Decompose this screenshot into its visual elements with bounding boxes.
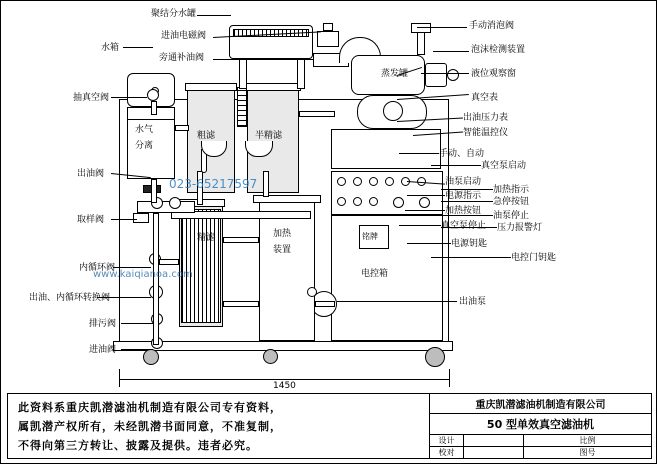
pipe-semifine-down [263, 171, 269, 197]
foam-detector [425, 63, 447, 87]
outlet-valve-manifold [137, 201, 195, 213]
pipe-semifine-to-evap [299, 111, 335, 117]
col-role-values [464, 435, 524, 458]
dim-tick-left [119, 369, 120, 387]
sampling-port[interactable] [133, 213, 149, 223]
callout-label: 手动、自动 [439, 149, 485, 159]
meta-number: 图号 [579, 448, 596, 457]
callout-label: 进油阀 [89, 345, 117, 355]
button-vacuum-stop[interactable] [353, 197, 362, 206]
filter-interconnect-duct [237, 87, 247, 127]
col-meta [524, 435, 651, 458]
callout-label: 蒸发罐 [381, 69, 409, 79]
callout-label: 水气 [135, 125, 154, 135]
leader-water-tank [123, 47, 153, 48]
button-pump-start[interactable] [337, 177, 346, 186]
role-design: 设计 [430, 435, 463, 447]
vacuum-pump-motor [383, 101, 403, 121]
callout-label: 排污阀 [89, 319, 117, 329]
notice-line-2: 属凯潜产权所有，未经凯潜书面同意，不准复制， [18, 419, 282, 433]
callout-label: 真空泵停止 [441, 221, 487, 231]
callout-label: 电控门钥匙 [511, 253, 557, 263]
callout-label: 装置 [273, 245, 292, 255]
indicator-power[interactable] [385, 177, 394, 186]
leader-sampling-valve [111, 219, 137, 220]
leader-manual-auto [399, 153, 439, 154]
callout-label: 精滤 [197, 233, 216, 243]
leader-vacuum-suction [111, 97, 147, 98]
coarse-filter-flange [185, 83, 237, 91]
meta-scale: 比例 [524, 435, 651, 447]
leader-door-key [431, 257, 511, 258]
caster-wheel-mid [263, 349, 278, 364]
callout-label: 分离 [135, 141, 154, 151]
callout-label: 粗滤 [197, 131, 216, 141]
callout-label: 出油泵 [459, 297, 487, 307]
leader-sight-glass [421, 73, 469, 74]
callout-label: 真空泵启动 [481, 161, 527, 171]
callout-label: 聚结分水罐 [151, 9, 197, 19]
drawing-name: 50 型单效真空滤油机 [430, 414, 651, 435]
dim-tick-right [449, 369, 450, 387]
callout-label: 泡沫检测装置 [471, 45, 526, 55]
dimension-line [119, 379, 449, 380]
heater-port [307, 287, 317, 297]
callout-label: 手动消泡阀 [469, 21, 515, 31]
vacuum-suction-valve[interactable] [147, 89, 159, 101]
button-pump-stop[interactable] [337, 197, 346, 206]
role-check-value [464, 447, 523, 458]
sight-glass [447, 69, 459, 81]
pipe-to-fine-filter [159, 259, 179, 265]
separator-line [127, 119, 175, 120]
indicator-pressure-alarm[interactable] [369, 197, 378, 206]
defoam-riser [417, 31, 425, 55]
caster-wheel-left [143, 349, 159, 365]
title-block-info [430, 394, 651, 458]
leader-drain [121, 323, 153, 324]
pipe-vacuum-drop [151, 101, 157, 115]
control-door-key[interactable] [419, 197, 430, 208]
leader-internal-circ [113, 267, 151, 268]
callout-label: 液位观察窗 [471, 69, 517, 79]
nameplate-label: 铭牌 [362, 232, 378, 241]
callout-label: 智能温控仪 [463, 128, 509, 138]
leader-defoam [417, 27, 467, 28]
callout-label: 进油电磁阀 [161, 31, 207, 41]
callout-label: 取样阀 [77, 215, 105, 225]
coalescing-downpipe-right [297, 59, 305, 89]
callout-label: 出油压力表 [463, 113, 509, 123]
control-box-label: 电控箱 [361, 269, 389, 279]
callout-label: 压力报警灯 [497, 223, 543, 233]
leader-vacuum-start [431, 165, 481, 166]
callout-label: 电源钥匙 [451, 239, 488, 249]
callout-label: 水箱 [101, 43, 120, 53]
watermark-text: 023-65217597 [169, 177, 258, 191]
button-heat-on[interactable] [369, 177, 378, 186]
callout-label: 加热 [273, 229, 292, 239]
pipe-outlet-riser [151, 179, 157, 203]
callout-label: 油泵启动 [445, 177, 482, 187]
role-check: 校对 [438, 448, 455, 457]
callout-label: 电源指示 [445, 191, 482, 201]
leader-heat-indicator [441, 189, 493, 190]
watermark-text: www.kaiqianoa.com [93, 269, 193, 280]
pipe-heater-to-pump [315, 301, 335, 307]
leader-inlet [121, 349, 153, 350]
pipe-filter-to-heater-low [223, 301, 259, 307]
leader-foam-detect [433, 51, 469, 52]
callout-label: 出油、内循环转换阀 [29, 293, 111, 303]
leader-vacuum-stop [399, 225, 441, 226]
leader-power-key [407, 243, 451, 244]
title-block-grid [430, 435, 651, 458]
callout-label: 加热指示 [493, 185, 530, 195]
leader-heat-button [405, 210, 445, 211]
caster-wheel-right [425, 347, 445, 367]
button-vacuum-start[interactable] [353, 177, 362, 186]
manual-defoam-valve [411, 23, 431, 33]
semifine-filter-flange [245, 83, 301, 91]
title-block [7, 393, 652, 459]
role-design-value [464, 435, 523, 447]
callout-label: 出油阀 [77, 169, 105, 179]
dimension-value: 1450 [273, 381, 296, 391]
pipe-sep-to-coarse [175, 125, 189, 131]
leader-coalescing [197, 15, 231, 16]
coalescing-downpipe-left [239, 59, 247, 89]
power-key-switch[interactable] [393, 197, 404, 208]
company-name: 重庆凯潜滤油机制造有限公司 [430, 394, 651, 414]
base-rail [113, 341, 453, 351]
solenoid-coil [323, 23, 333, 31]
notice-line-3: 不得向第三方转让、披露及提供。违者必究。 [18, 438, 258, 452]
title-block-notice [8, 394, 430, 458]
leader-outlet-pump [337, 301, 457, 302]
callout-label: 真空表 [471, 93, 499, 103]
callout-label: 加热按钮 [445, 206, 482, 216]
col-roles [430, 435, 464, 458]
heating-device [259, 201, 315, 341]
leader-power-indicator [407, 195, 445, 196]
callout-label: 内循环阀 [79, 263, 116, 273]
callout-label: 半精滤 [255, 131, 283, 141]
notice-line-1: 此资料系重庆凯潜滤油机制造有限公司专有资料， [18, 400, 282, 414]
inlet-solenoid-valve [317, 31, 339, 47]
fine-filter-media [181, 209, 221, 323]
callout-label: 油泵停止 [493, 211, 530, 221]
callout-label: 旁通补油阀 [159, 53, 205, 63]
callout-label: 急停按钮 [493, 197, 530, 207]
pipe-filter-to-heater [223, 237, 259, 243]
sampling-valve[interactable] [169, 197, 181, 209]
callout-label: 抽真空阀 [73, 93, 110, 103]
leader-estop [441, 201, 493, 202]
leader-bypass [213, 59, 313, 60]
